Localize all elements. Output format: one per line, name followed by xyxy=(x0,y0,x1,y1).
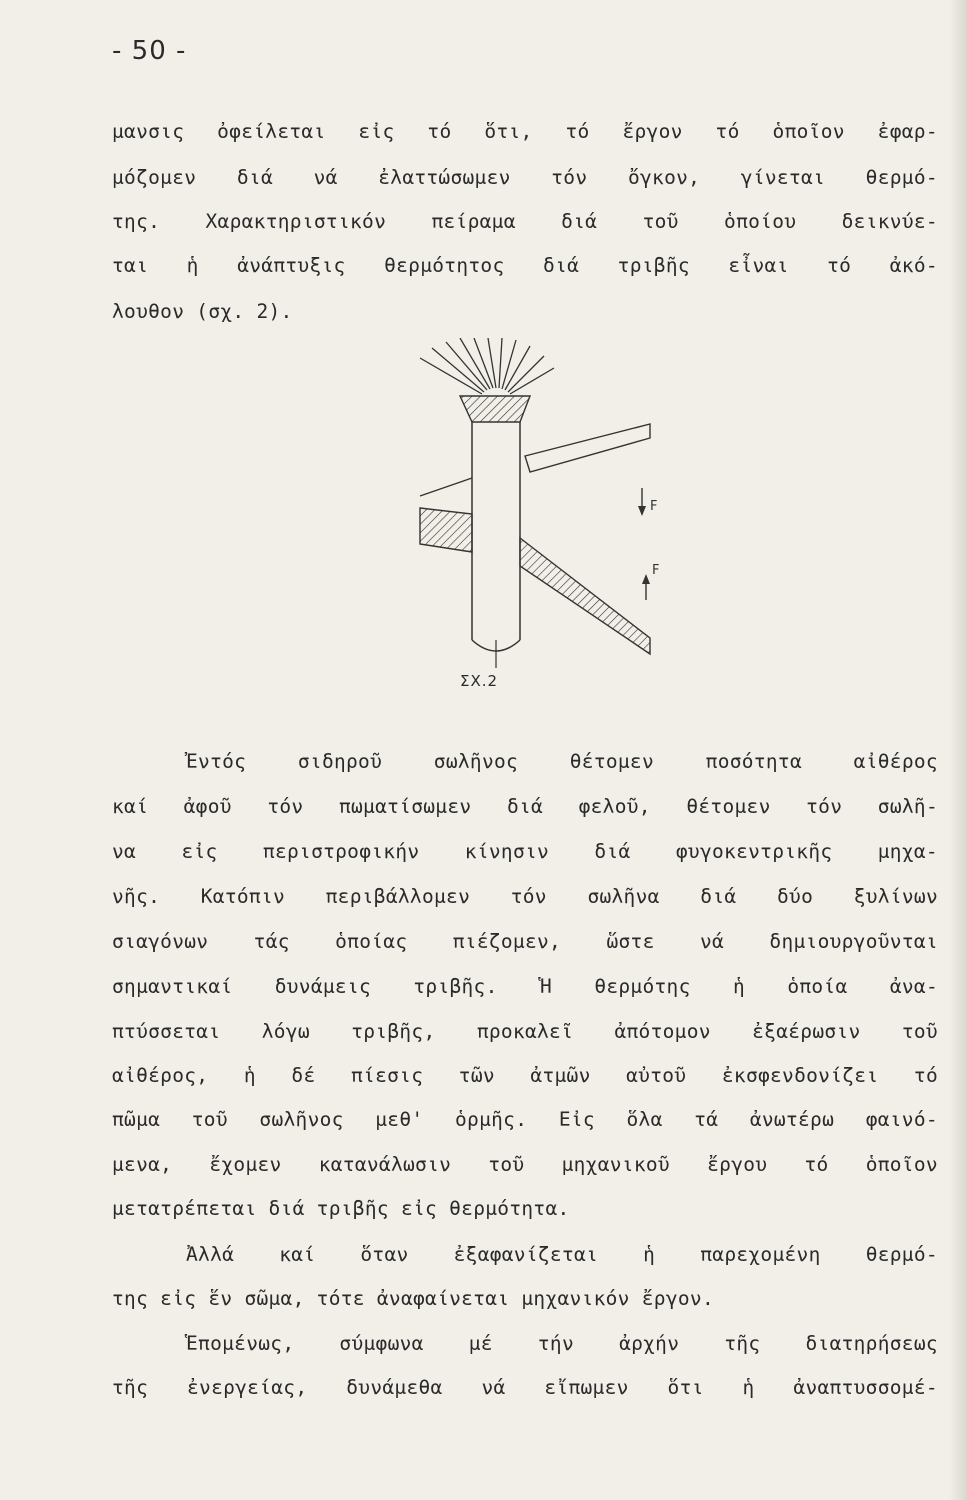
word: μηχα- xyxy=(877,840,938,863)
word: ἡ xyxy=(742,1376,755,1399)
arrowhead-upper xyxy=(638,506,646,516)
word: ἡ xyxy=(732,975,745,998)
text-line xyxy=(112,795,938,818)
word: δύο xyxy=(777,885,814,908)
force-label-lower: F xyxy=(652,563,660,578)
upper-jaw xyxy=(525,424,650,472)
word: θερμό- xyxy=(865,1243,938,1266)
word: τό xyxy=(427,120,452,143)
word: τά xyxy=(694,1108,719,1131)
word: εἴπωμεν xyxy=(544,1376,629,1399)
word: σύμφωνα xyxy=(339,1332,424,1355)
word: τοῦ xyxy=(488,1153,525,1176)
lower-jaw-left xyxy=(420,508,472,552)
word: ἀπότομον xyxy=(614,1020,711,1043)
word: Ἑπομένως, xyxy=(186,1332,295,1355)
word: θερμότητος xyxy=(384,254,505,277)
word: δεικνύε- xyxy=(841,210,938,233)
text-line xyxy=(112,166,938,189)
word: ἡ xyxy=(243,1064,256,1087)
text-line xyxy=(112,840,938,863)
word: σωλῆ- xyxy=(877,795,938,818)
word: Ἡ xyxy=(539,975,552,998)
figure-caption: ΣΧ.2 xyxy=(460,672,499,690)
word: τριβῆς xyxy=(617,254,690,277)
word: ὅταν xyxy=(360,1243,409,1266)
word: τό xyxy=(804,1153,829,1176)
word: πίεσις xyxy=(351,1064,424,1087)
word: σωλῆνος xyxy=(433,750,519,773)
word: τόν xyxy=(510,885,547,908)
word: φελοῦ, xyxy=(578,795,651,818)
word: περιστροφικήν xyxy=(262,840,420,863)
word: τοῦ xyxy=(901,1020,938,1043)
word: τό xyxy=(827,254,852,277)
word: διά xyxy=(543,254,580,277)
word: πῶμα xyxy=(112,1108,161,1131)
word: ἀνωτέρω xyxy=(749,1108,835,1131)
text-line: λουθον (σχ. 2). xyxy=(112,300,293,323)
word: ἀνα- xyxy=(889,975,938,998)
word: τῶν xyxy=(458,1064,495,1087)
word: αἰθέρος xyxy=(853,750,938,773)
word: τριβῆς, xyxy=(351,1020,436,1043)
arrowhead-lower xyxy=(642,574,650,584)
word: σωλῆνα xyxy=(587,885,660,908)
word: μόζομεν xyxy=(112,166,197,189)
word: ἀτμῶν xyxy=(530,1064,591,1087)
force-label-upper: F xyxy=(650,499,658,514)
word: σιαγόνων xyxy=(112,930,209,953)
cork-stopper xyxy=(460,396,530,422)
word: εἰς xyxy=(358,120,395,143)
word: ὥστε xyxy=(606,930,655,953)
word: τριβῆς. xyxy=(413,975,498,998)
word: φυγοκεντρικῆς xyxy=(675,840,833,863)
word: ἐξαέρωσιν xyxy=(752,1020,861,1043)
word: Κατόπιν xyxy=(200,885,286,908)
word: τάς xyxy=(253,930,290,953)
word: ὁποίας xyxy=(335,930,408,953)
word: ἔργον xyxy=(622,120,683,143)
word: λόγω xyxy=(261,1020,310,1043)
word: ὅτι, xyxy=(484,120,533,143)
text-line xyxy=(186,750,938,773)
word: διά xyxy=(594,840,631,863)
friction-experiment-figure xyxy=(360,338,660,668)
word: ποσότητα xyxy=(705,750,802,773)
word: ἀφοῦ xyxy=(183,795,232,818)
word: τόν xyxy=(806,795,843,818)
text-line xyxy=(186,1332,938,1355)
word: ἡ xyxy=(643,1243,656,1266)
text-line xyxy=(112,885,938,908)
word: δυνάμεθα xyxy=(346,1376,443,1399)
word: ἔργου xyxy=(707,1153,768,1176)
word: θέτομεν xyxy=(569,750,655,773)
word: νῆς. xyxy=(112,885,161,908)
word: διατηρήσεως xyxy=(805,1332,938,1355)
word: ὁποῖον xyxy=(772,120,845,143)
heat-rays xyxy=(420,338,554,394)
word: παρεχομένη xyxy=(700,1243,821,1266)
word: ἐνεργείας, xyxy=(186,1376,308,1399)
word: γίνεται xyxy=(740,166,826,189)
word: κατανάλωσιν xyxy=(318,1153,452,1176)
word: δέ xyxy=(291,1064,316,1087)
text-line xyxy=(112,120,938,143)
word: ὁποῖον xyxy=(865,1153,938,1176)
word: θερμό- xyxy=(865,166,938,189)
text-line xyxy=(112,1064,938,1087)
word: ὅλα xyxy=(626,1108,663,1131)
word: θέτομεν xyxy=(686,795,771,818)
word: μέ xyxy=(468,1332,493,1355)
text-line xyxy=(186,1243,938,1266)
word: αὐτοῦ xyxy=(626,1064,687,1087)
word: προκαλεῖ xyxy=(476,1020,574,1043)
word: ὀφείλεται xyxy=(217,120,326,143)
word: πτύσσεται xyxy=(112,1020,221,1043)
word: ται xyxy=(112,254,149,277)
text-line xyxy=(112,1020,938,1043)
word: της. xyxy=(112,210,161,233)
text-line: της εἰς ἕν σῶμα, τότε ἀναφαίνεται μηχανικόν ἔργον. xyxy=(112,1287,714,1310)
word: Χαρακτηριστικόν xyxy=(205,210,387,233)
word: σιδηροῦ xyxy=(297,750,383,773)
word: ἐξαφανίζεται xyxy=(453,1243,599,1266)
word: φαινό- xyxy=(865,1108,938,1131)
word: νά xyxy=(313,166,338,189)
word: ἐλαττώσωμεν xyxy=(378,166,511,189)
word: μηχανικοῦ xyxy=(561,1153,670,1176)
word: εἶναι xyxy=(728,254,789,277)
upper-jaw-left xyxy=(420,478,472,496)
word: πιέζομεν, xyxy=(452,930,562,953)
word: ὁρμῆς. xyxy=(455,1108,528,1131)
text-line xyxy=(112,1153,938,1176)
word: Ἀλλά xyxy=(186,1243,235,1266)
word: ἐφαρ- xyxy=(877,120,938,143)
word: τόν xyxy=(267,795,304,818)
word: νά xyxy=(699,930,725,953)
word: ὁποίου xyxy=(724,210,797,233)
word: θερμότης xyxy=(594,975,691,998)
text-line xyxy=(112,930,938,953)
word: τήν xyxy=(537,1332,575,1355)
page-edge-shadow xyxy=(949,0,967,1500)
text-line: μετατρέπεται διά τριβῆς εἰς θερμότητα. xyxy=(112,1197,570,1220)
text-line xyxy=(112,1108,938,1131)
word: τῆς xyxy=(724,1332,761,1355)
word: ἀναπτυσσομέ- xyxy=(793,1376,938,1399)
word: Ἐντός xyxy=(186,750,247,773)
word: περιβάλλομεν xyxy=(325,885,471,908)
word: Εἰς xyxy=(558,1108,595,1131)
word: διά xyxy=(236,166,273,189)
word: διά xyxy=(506,795,544,818)
lower-jaw-right xyxy=(520,538,650,654)
word: διά xyxy=(561,210,598,233)
text-line xyxy=(112,254,938,277)
word: καί xyxy=(279,1243,316,1266)
word: πείραμα xyxy=(431,210,516,233)
word: τό xyxy=(913,1064,938,1087)
text-line xyxy=(112,1376,938,1399)
word: σημαντικαί xyxy=(112,975,233,998)
word: ὄγκον, xyxy=(627,166,701,189)
word: να xyxy=(112,840,137,863)
word: σωλῆνος xyxy=(259,1108,344,1131)
word: ἔχομεν xyxy=(209,1153,282,1176)
text-line xyxy=(112,210,938,233)
word: δημιουργοῦνται xyxy=(769,930,938,953)
word: ξυλίνων xyxy=(853,885,938,908)
word: τόν xyxy=(551,166,588,189)
word: ἡ xyxy=(186,254,199,277)
word: μανσις xyxy=(112,120,185,143)
word: ἀνάπτυξις xyxy=(237,254,346,277)
word: μενα, xyxy=(112,1153,173,1176)
word: αἰθέρος, xyxy=(112,1064,209,1087)
word: μεθ' xyxy=(375,1108,424,1131)
word: δυνάμεις xyxy=(274,975,372,998)
word: τό xyxy=(715,120,740,143)
word: ἐκσφενδονίζει xyxy=(721,1064,879,1087)
word: τῆς xyxy=(112,1376,149,1399)
text-line xyxy=(112,975,938,998)
word: καί xyxy=(112,795,149,818)
word: ὅτι xyxy=(667,1376,704,1399)
word: τοῦ xyxy=(642,210,679,233)
word: τοῦ xyxy=(191,1108,228,1131)
word: ὁποία xyxy=(787,975,848,998)
word: νά xyxy=(481,1376,506,1399)
word: πωματίσωμεν xyxy=(338,795,472,818)
page-number: - 50 - xyxy=(112,36,187,66)
word: ἀρχήν xyxy=(619,1332,680,1355)
word: κίνησιν xyxy=(464,840,550,863)
word: διά xyxy=(700,885,737,908)
word: εἰς xyxy=(181,840,218,863)
word: ἀκό- xyxy=(889,254,938,277)
word: τό xyxy=(565,120,590,143)
